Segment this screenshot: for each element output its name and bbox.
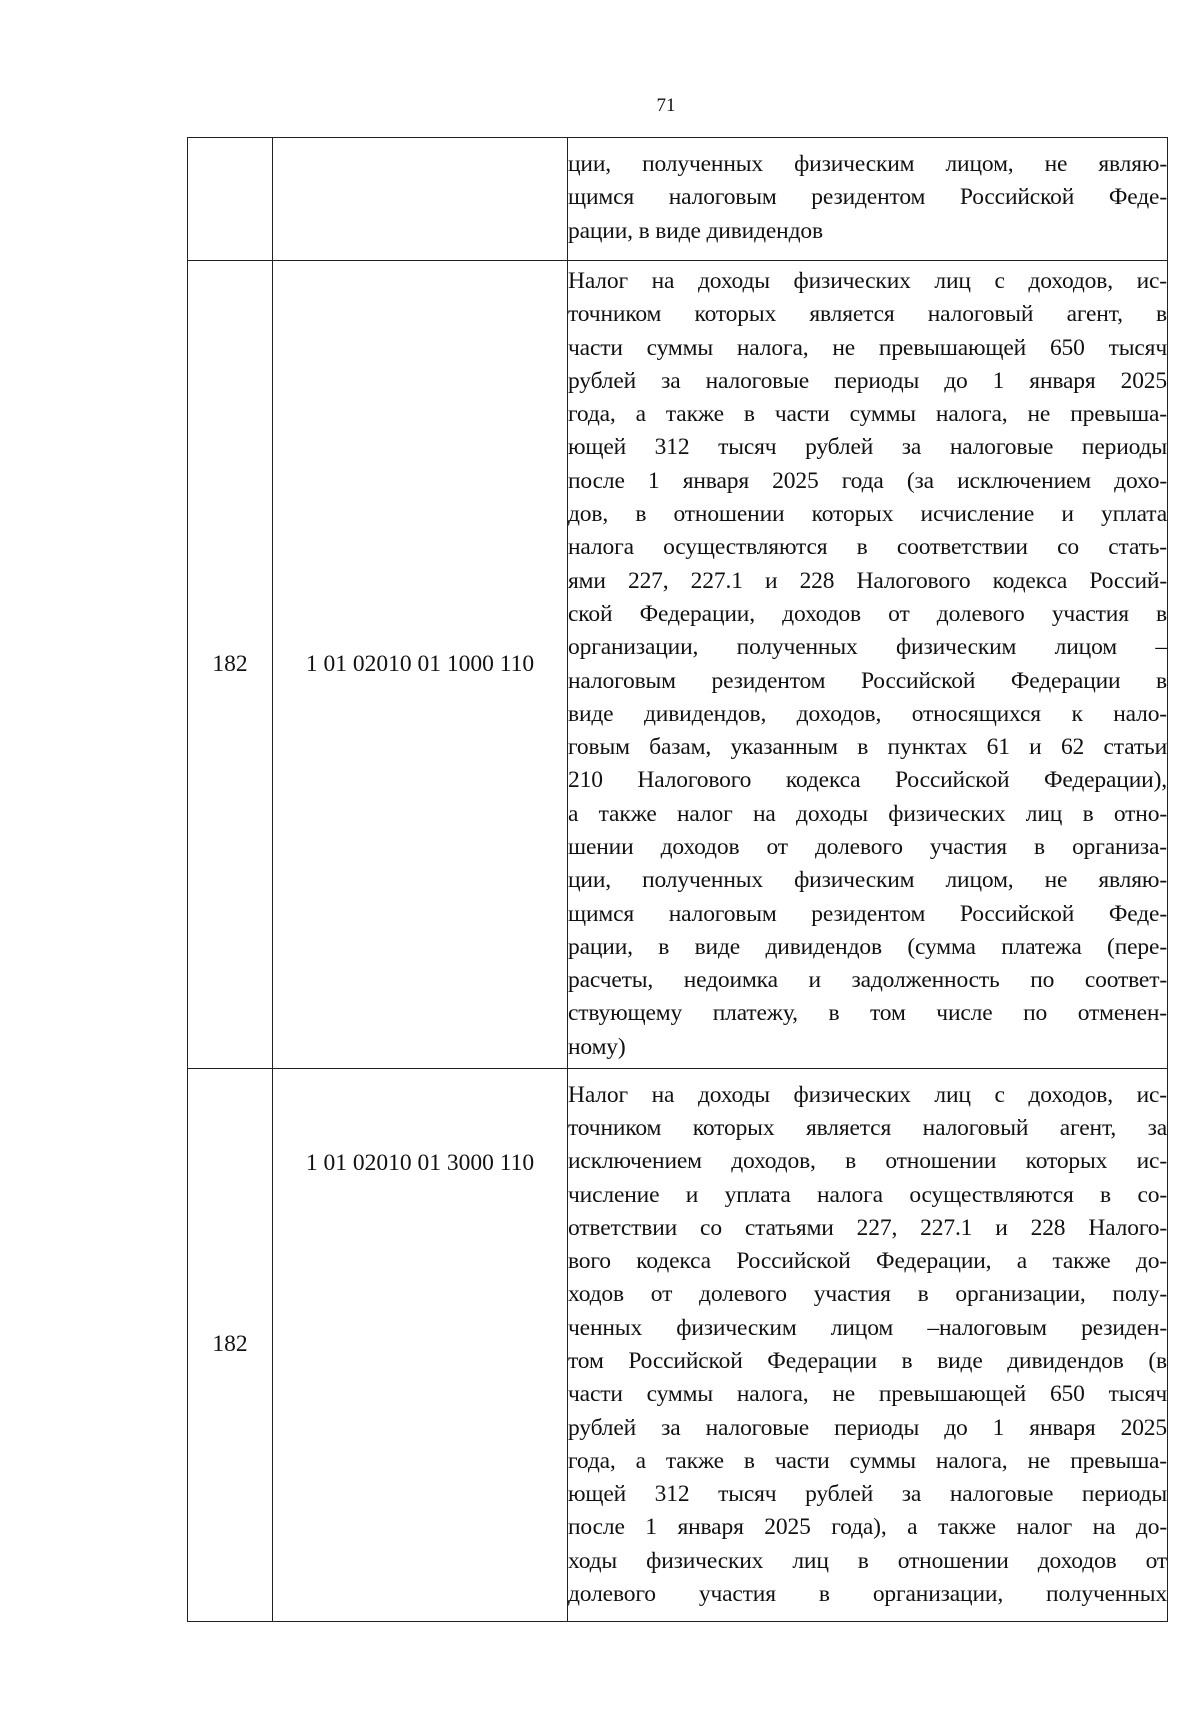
- description-line: года, а также в части суммы налога, не превыша-: [568, 1447, 1167, 1474]
- description-line: после 1 января 2025 года), а также налог на до-: [568, 1514, 1167, 1541]
- table-row: [188, 261, 1168, 1069]
- description-line: щимся налоговым резидентом Российской Феде-: [568, 900, 1167, 927]
- description-line: а также налог на доходы физических лиц в отно-: [568, 800, 1167, 827]
- description-line: расчеты, недоимка и задолженность по соответ-: [568, 967, 1167, 994]
- description-line: ченных физическим лицом –налоговым резиден-: [568, 1314, 1167, 1341]
- description-line: вого кодекса Российской Федерации, а также до-: [568, 1248, 1167, 1275]
- description-line: года, а также в части суммы налога, не превыша-: [568, 401, 1167, 428]
- description-line: том Российской Федерации в виде дивидендов (в: [568, 1348, 1167, 1374]
- kbk-code-cell: [273, 138, 568, 261]
- description-line: ющей 312 тысяч рублей за налоговые периоды: [568, 1481, 1167, 1508]
- description-line: рации, в виде дивидендов (сумма платежа (пере-: [568, 933, 1167, 960]
- description-line: организации, полученных физическим лицом –: [568, 634, 1167, 661]
- page-number: 71: [656, 95, 676, 116]
- administrator-code-cell: [188, 138, 273, 261]
- description-line: части суммы налога, не превышающей 650 тысяч: [568, 334, 1167, 361]
- table-row: [188, 1069, 1168, 1622]
- description-line: ствующему платежу, в том числе по отменен-: [568, 1000, 1167, 1027]
- description-line: говым базам, указанным в пунктах 61 и 62 статьи: [568, 734, 1167, 761]
- description-line: ходов от долевого участия в организации, полу-: [568, 1281, 1167, 1308]
- budget-classification-table: [187, 137, 1168, 1622]
- description-line: долевого участия в организации, полученных: [568, 1581, 1167, 1608]
- description-line: ющей 312 тысяч рублей за налоговые периоды: [568, 434, 1167, 461]
- description-line: виде дивидендов, доходов, относящихся к нало-: [568, 700, 1167, 727]
- description-line: исключением доходов, в отношении которых ис-: [568, 1148, 1167, 1175]
- kbk-code-cell: 1 01 02010 01 1000 110: [273, 261, 568, 1069]
- description-cell: [568, 1069, 1168, 1622]
- description-line: ями 227, 227.1 и 228 Налогового кодекса Россий-: [568, 567, 1167, 594]
- description-line: ции, полученных физическим лицом, не являю-: [568, 867, 1167, 894]
- description-line: Налог на доходы физических лиц с доходов, ис-: [568, 1081, 1167, 1108]
- description-line: 210 Налогового кодекса Российской Федерации),: [568, 767, 1167, 794]
- description-line: налоговым резидентом Российской Федерации в: [568, 667, 1167, 694]
- description-line: рублей за налоговые периоды до 1 января 2025: [568, 367, 1167, 394]
- description-line: Налог на доходы физических лиц с доходов, ис-: [568, 267, 1167, 294]
- description-line: ской Федерации, доходов от долевого участия в: [568, 600, 1167, 627]
- description-line: дов, в отношении которых исчисление и уплата: [568, 501, 1167, 528]
- administrator-code-cell: 182: [188, 261, 273, 1069]
- description-line: щимся налоговым резидентом Российской Феде-: [568, 184, 1167, 211]
- description-line: рации, в виде дивидендов: [568, 217, 823, 244]
- description-line: точником которых является налоговый агент, за: [568, 1114, 1167, 1141]
- description-line: ному): [568, 1033, 626, 1060]
- description-line: рублей за налоговые периоды до 1 января 2025: [568, 1414, 1167, 1441]
- description-cell: [568, 138, 1168, 261]
- description-line: налога осуществляются в соответствии со стать-: [568, 534, 1167, 561]
- description-line: шении доходов от долевого участия в организа-: [568, 833, 1167, 860]
- kbk-code-cell: 1 01 02010 01 3000 110: [273, 1069, 568, 1622]
- description-line: части суммы налога, не превышающей 650 тысяч: [568, 1381, 1167, 1408]
- description-cell: [568, 261, 1168, 1069]
- description-line: ответствии со статьями 227, 227.1 и 228 Налого-: [568, 1214, 1167, 1241]
- administrator-code-cell: 182: [188, 1069, 273, 1622]
- description-line: после 1 января 2025 года (за исключением дохо-: [568, 467, 1167, 494]
- description-line: ции, полученных физическим лицом, не являю-: [568, 151, 1167, 178]
- table-row: [188, 138, 1168, 261]
- description-line: точником которых является налоговый агент, в: [568, 301, 1167, 328]
- description-line: числение и уплата налога осуществляются в со-: [568, 1181, 1167, 1208]
- description-line: ходы физических лиц в отношении доходов от: [568, 1547, 1167, 1574]
